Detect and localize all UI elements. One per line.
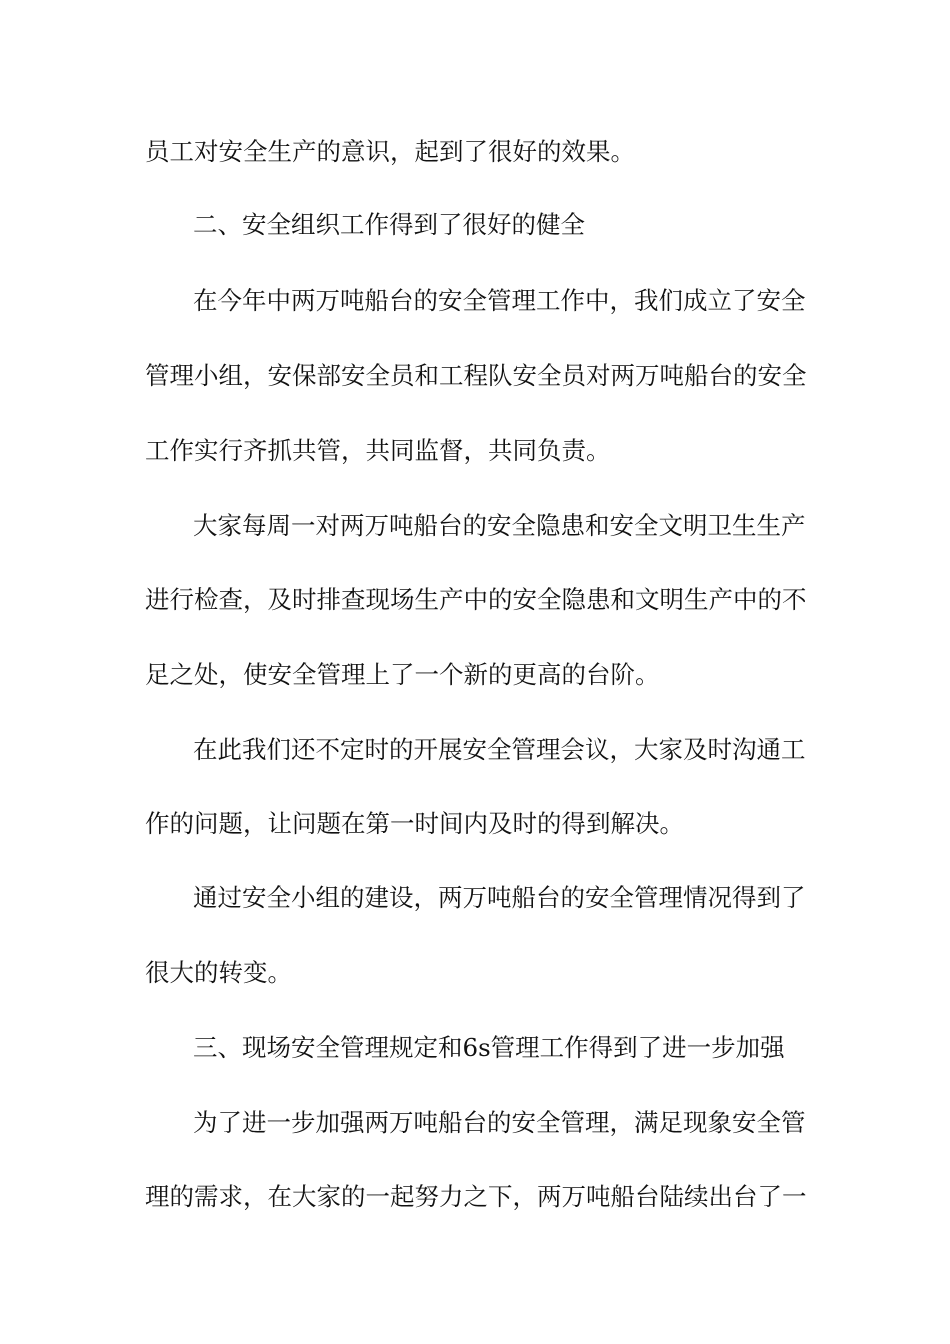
text-line: 在今年中两万吨船台的安全管理工作中，我们成立了安全 xyxy=(193,286,806,315)
section-heading: 二、安全组织工作得到了很好的健全 xyxy=(193,210,585,239)
text-line: 理的需求，在大家的一起努力之下，两万吨船台陆续出台了一 xyxy=(145,1182,807,1211)
section-heading: 三、现场安全管理规定和6s管理工作得到了进一步加强 xyxy=(193,1033,785,1062)
text-line: 大家每周一对两万吨船台的安全隐患和安全文明卫生生产 xyxy=(193,511,806,540)
text-line: 在此我们还不定时的开展安全管理会议，大家及时沟通工 xyxy=(193,735,806,764)
text-line: 员工对安全生产的意识，起到了很好的效果。 xyxy=(145,137,635,166)
text-line: 进行检查，及时排查现场生产中的安全隐患和文明生产中的不 xyxy=(145,585,807,614)
text-line: 足之处，使安全管理上了一个新的更高的台阶。 xyxy=(145,660,660,689)
text-line: 很大的转变。 xyxy=(145,958,292,987)
text-line: 工作实行齐抓共管，共同监督，共同负责。 xyxy=(145,436,611,465)
text-line: 为了进一步加强两万吨船台的安全管理，满足现象安全管 xyxy=(193,1108,806,1137)
text-line: 通过安全小组的建设，两万吨船台的安全管理情况得到了 xyxy=(193,883,806,912)
text-line: 作的问题，让问题在第一时间内及时的得到解决。 xyxy=(145,809,684,838)
text-line: 管理小组，安保部安全员和工程队安全员对两万吨船台的安全 xyxy=(145,361,807,390)
